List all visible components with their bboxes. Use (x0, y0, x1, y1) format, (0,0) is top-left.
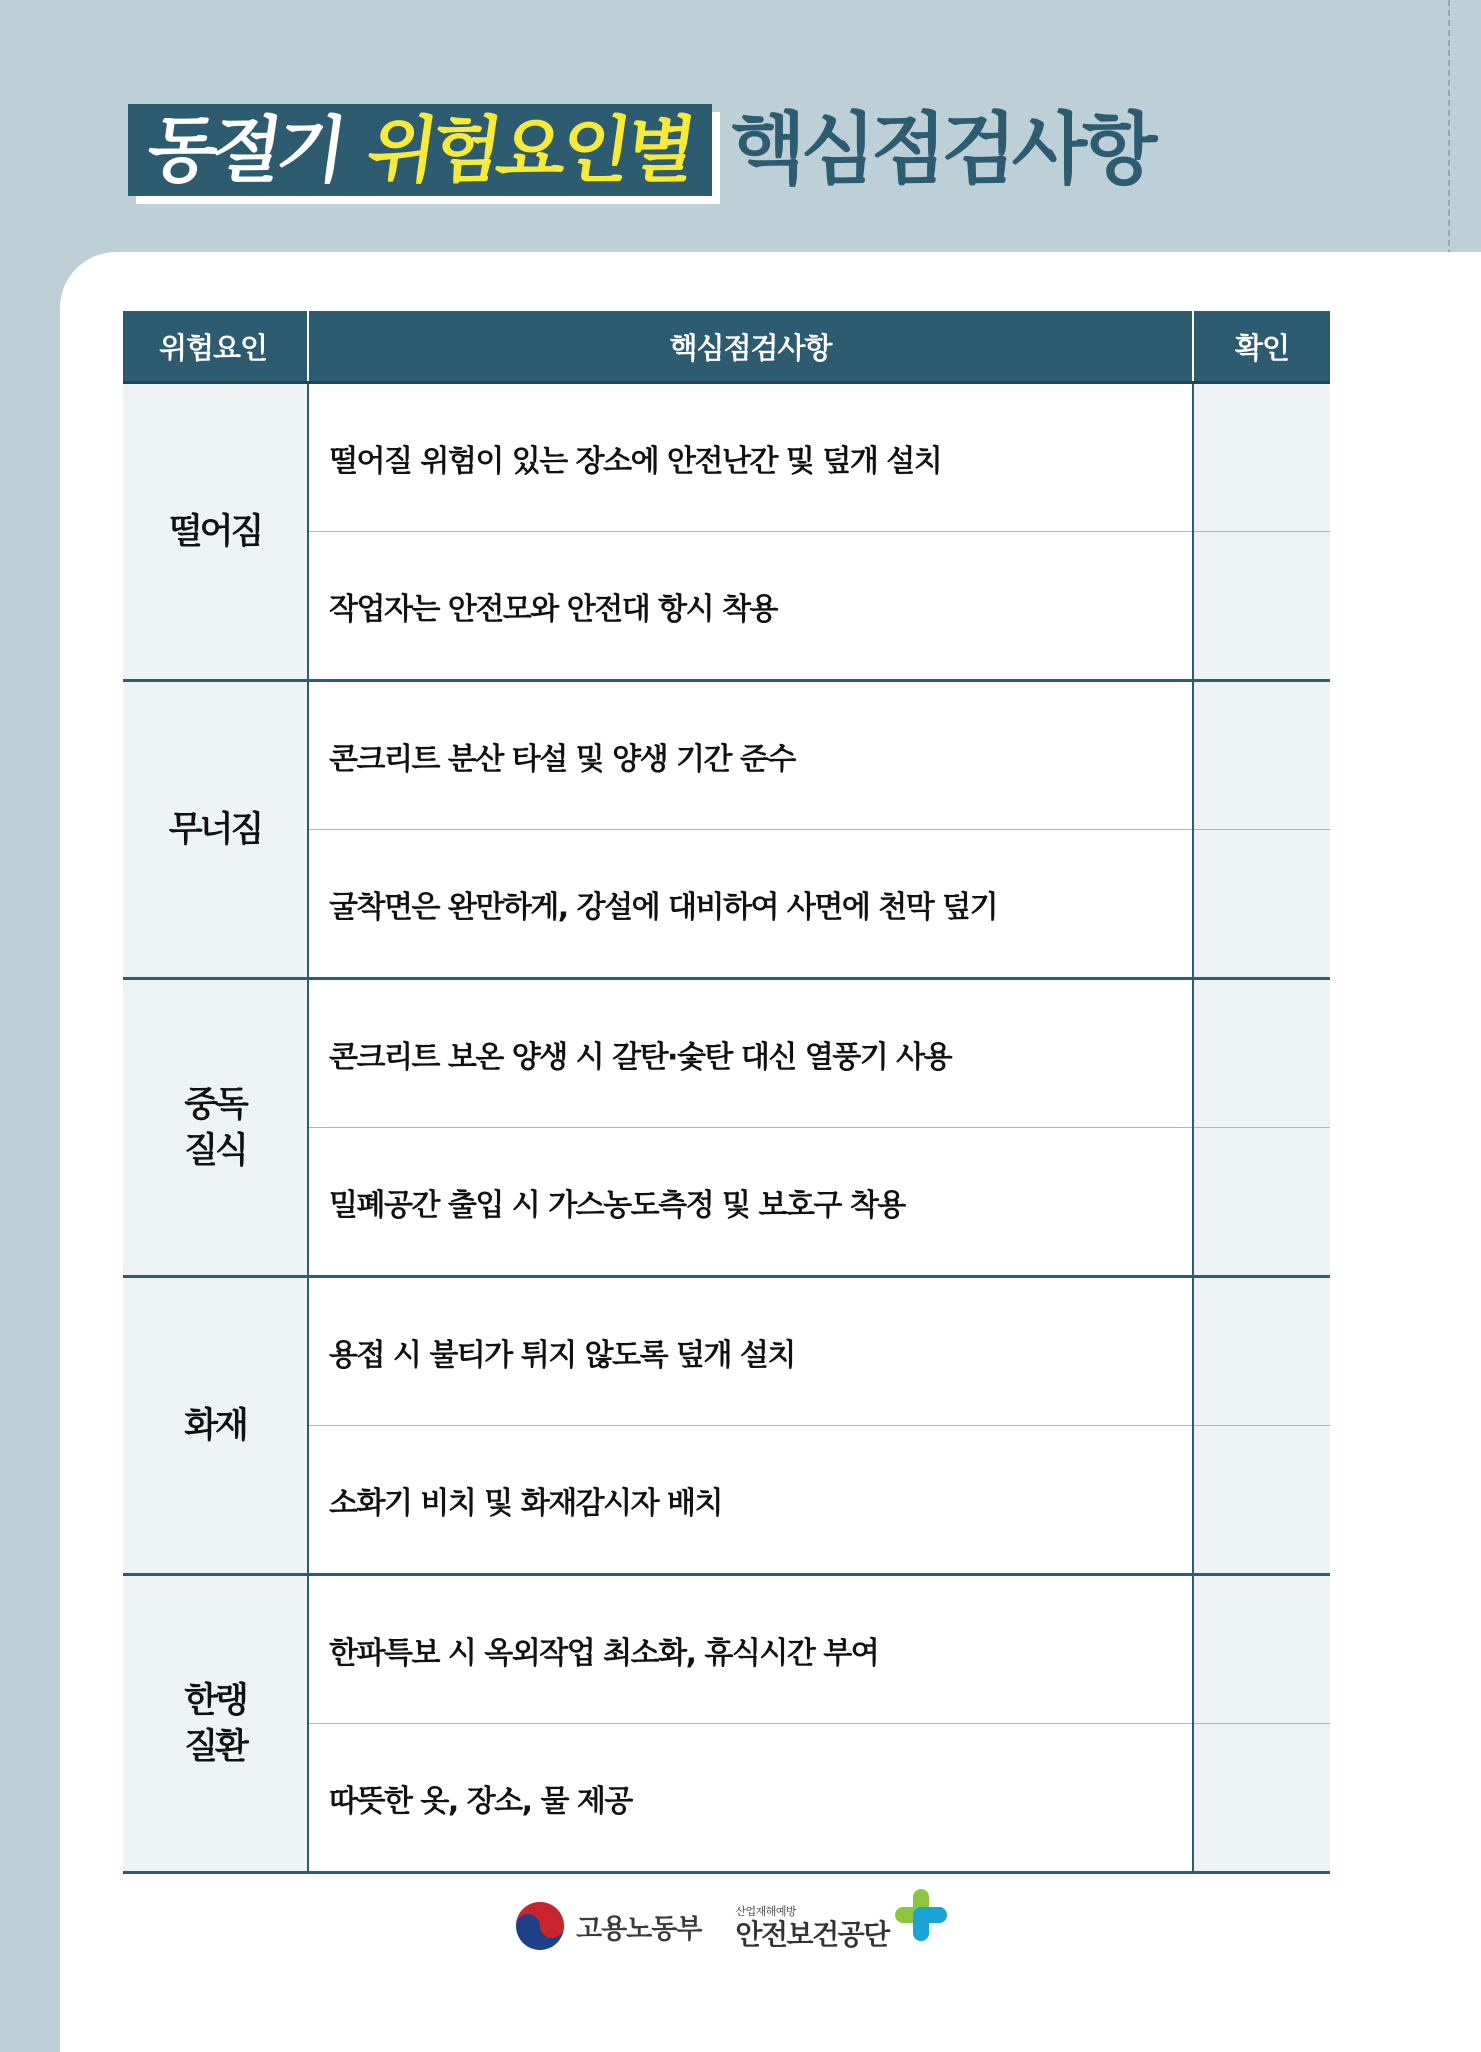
confirm-checkbox-cell[interactable] (1193, 1128, 1330, 1277)
table-row (123, 1277, 1330, 1426)
hazard-fire (123, 1277, 308, 1575)
check-item: 밀폐공간 출입 시 가스농도측정 및 보호구 착용 (308, 1128, 1193, 1277)
check-item: 따뜻한 옷, 장소, 물 제공 (308, 1724, 1193, 1873)
title-highlight-box (128, 104, 712, 196)
confirm-checkbox-cell[interactable] (1193, 383, 1330, 532)
confirm-checkbox-cell[interactable] (1193, 1426, 1330, 1575)
title-part-1: 동절기 (142, 108, 348, 192)
ministry-name: 고용노동부 (576, 1913, 702, 1945)
page-title (128, 98, 1153, 202)
confirm-checkbox-cell[interactable] (1193, 979, 1330, 1128)
table-row (123, 979, 1330, 1128)
table-header-row (123, 311, 1330, 383)
agency-logo (735, 1901, 948, 1951)
confirm-checkbox-cell[interactable] (1193, 830, 1330, 979)
check-item: 용접 시 불티가 튀지 않도록 덮개 설치 (308, 1277, 1193, 1426)
hazard-label: 화재 (184, 1405, 246, 1446)
hazard-label-line-1: 중독 (184, 1084, 246, 1125)
check-item: 굴착면은 완만하게, 강설에 대비하여 사면에 천막 덮기 (308, 830, 1193, 979)
agency-name: 안전보건공단 (735, 1918, 889, 1951)
confirm-checkbox-cell[interactable] (1193, 1724, 1330, 1873)
kosha-cross-logo-icon (893, 1887, 949, 1943)
agency-text (735, 1903, 888, 1951)
confirm-checkbox-cell[interactable] (1193, 532, 1330, 681)
header-hazard: 위험요인 (123, 311, 308, 383)
table-row (123, 681, 1330, 830)
hazard-label: 떨어짐 (168, 511, 262, 552)
confirm-checkbox-cell[interactable] (1193, 1575, 1330, 1724)
title-part-2: 위험요인별 (361, 108, 697, 192)
table-row (123, 1575, 1330, 1724)
hazard-label-line-1: 한랭 (184, 1680, 246, 1721)
table-row (123, 383, 1330, 532)
hazard-collapse (123, 681, 308, 979)
check-item: 작업자는 안전모와 안전대 항시 착용 (308, 532, 1193, 681)
hazard-cold-illness (123, 1575, 308, 1873)
check-item: 떨어질 위험이 있는 장소에 안전난간 및 덮개 설치 (308, 383, 1193, 532)
hazard-label-line-2: 질환 (184, 1726, 246, 1767)
agency-tagline: 산업재해예방 (735, 1905, 797, 1918)
check-item: 소화기 비치 및 화재감시자 배치 (308, 1426, 1193, 1575)
check-item: 한파특보 시 옥외작업 최소화, 휴식시간 부여 (308, 1575, 1193, 1724)
confirm-checkbox-cell[interactable] (1193, 681, 1330, 830)
taegeuk-emblem-icon (514, 1900, 566, 1952)
confirm-checkbox-cell[interactable] (1193, 1277, 1330, 1426)
check-item: 콘크리트 분산 타설 및 양생 기간 준수 (308, 681, 1193, 830)
footer-logos (514, 1900, 949, 1952)
title-part-3: 핵심점검사항 (730, 105, 1153, 195)
hazard-label: 무너짐 (168, 809, 262, 850)
ministry-logo (514, 1900, 701, 1952)
checklist-table (123, 311, 1330, 1874)
hazard-fall (123, 383, 308, 681)
hazard-label-line-2: 질식 (184, 1130, 246, 1171)
header-check-item: 핵심점검사항 (308, 311, 1193, 383)
hazard-poisoning-suffocation (123, 979, 308, 1277)
check-item: 콘크리트 보온 양생 시 갈탄·숯탄 대신 열풍기 사용 (308, 979, 1193, 1128)
header-confirm: 확인 (1193, 311, 1330, 383)
